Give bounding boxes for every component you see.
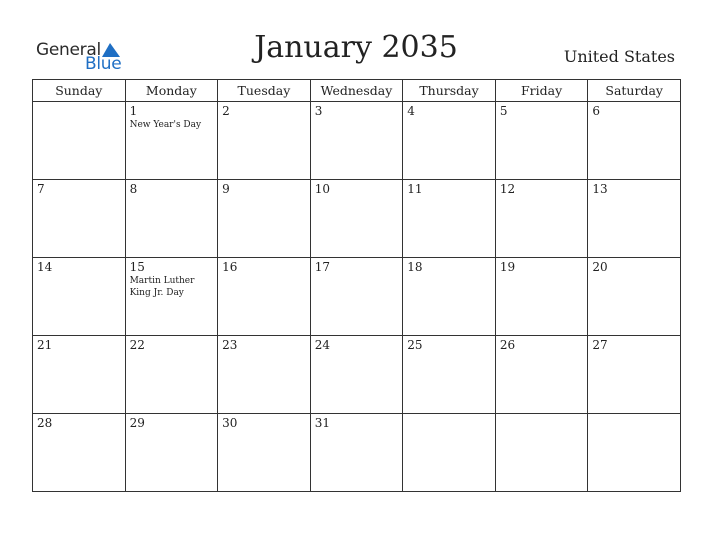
day-cell (495, 414, 588, 492)
day-number: 1 (129, 104, 138, 118)
day-cell (33, 258, 126, 336)
day-cell (218, 180, 311, 258)
logo-text-blue: Blue (85, 54, 122, 74)
day-number (588, 414, 680, 417)
day-number: 30 (222, 416, 238, 430)
day-number: 27 (592, 338, 608, 352)
day-cell (310, 414, 403, 492)
holiday-label: New Year's Day (129, 120, 202, 130)
day-number: 20 (592, 260, 608, 274)
day-cell (403, 414, 496, 492)
day-cell (495, 258, 588, 336)
day-number: 12 (499, 182, 516, 196)
day-cell (310, 258, 403, 336)
weekday-header: Wednesday (310, 80, 403, 102)
day-number: 13 (592, 182, 608, 196)
day-cell (218, 102, 311, 180)
day-cell (125, 102, 218, 180)
calendar-title: January 2035 (254, 30, 458, 65)
day-number (496, 414, 588, 417)
day-number: 25 (407, 338, 423, 352)
day-number: 9 (222, 182, 230, 196)
weekday-header: Saturday (588, 80, 681, 102)
day-number: 26 (499, 338, 516, 352)
day-cell (125, 414, 218, 492)
calendar-grid (32, 79, 681, 492)
weekday-header-row (33, 80, 681, 102)
day-number: 16 (222, 260, 238, 274)
day-cell (218, 414, 311, 492)
day-number: 24 (314, 338, 330, 352)
day-number: 6 (592, 104, 601, 118)
day-number: 21 (37, 338, 53, 352)
day-cell (588, 180, 681, 258)
day-cell (588, 102, 681, 180)
day-cell (125, 336, 218, 414)
weekday-header: Monday (125, 80, 218, 102)
day-cell (218, 258, 311, 336)
weekday-header: Tuesday (218, 80, 311, 102)
day-number: 8 (129, 182, 138, 196)
day-number: 7 (37, 182, 45, 196)
day-number: 17 (314, 260, 330, 274)
day-cell (403, 258, 496, 336)
week-row (33, 102, 681, 180)
day-cell (403, 102, 496, 180)
day-cell (403, 180, 496, 258)
day-cell (310, 336, 403, 414)
day-cell (310, 102, 403, 180)
day-number (403, 414, 495, 417)
day-cell (588, 414, 681, 492)
day-cell (495, 336, 588, 414)
day-cell (33, 102, 126, 180)
day-cell (33, 414, 126, 492)
day-number: 23 (222, 338, 238, 352)
week-row (33, 258, 681, 336)
day-cell (33, 336, 126, 414)
day-number: 18 (407, 260, 423, 274)
day-number: 19 (499, 260, 516, 274)
weekday-header: Sunday (33, 80, 126, 102)
day-cell (588, 336, 681, 414)
day-cell (125, 258, 218, 336)
day-number: 29 (129, 416, 145, 430)
day-number: 5 (499, 104, 508, 118)
logo-text-general: General (36, 40, 101, 60)
day-number: 22 (129, 338, 145, 352)
day-cell (495, 102, 588, 180)
day-cell (588, 258, 681, 336)
week-row (33, 336, 681, 414)
day-cell (310, 180, 403, 258)
day-number: 10 (314, 182, 330, 196)
day-cell (125, 180, 218, 258)
day-number: 3 (314, 104, 323, 118)
day-number (33, 102, 125, 105)
day-cell (495, 180, 588, 258)
day-number: 4 (407, 104, 415, 118)
day-number: 31 (314, 416, 330, 430)
week-row (33, 414, 681, 492)
day-number: 14 (37, 260, 53, 274)
country-label: United States (563, 47, 675, 66)
week-row (33, 180, 681, 258)
day-number: 15 (129, 260, 145, 274)
day-cell (403, 336, 496, 414)
day-number: 2 (222, 104, 230, 118)
weekday-header: Thursday (403, 80, 496, 102)
day-number: 28 (37, 416, 53, 430)
day-number: 11 (407, 182, 423, 196)
day-cell (33, 180, 126, 258)
weekday-header: Friday (495, 80, 588, 102)
holiday-label: Martin Luther King Jr. Day (129, 276, 195, 298)
day-cell (218, 336, 311, 414)
